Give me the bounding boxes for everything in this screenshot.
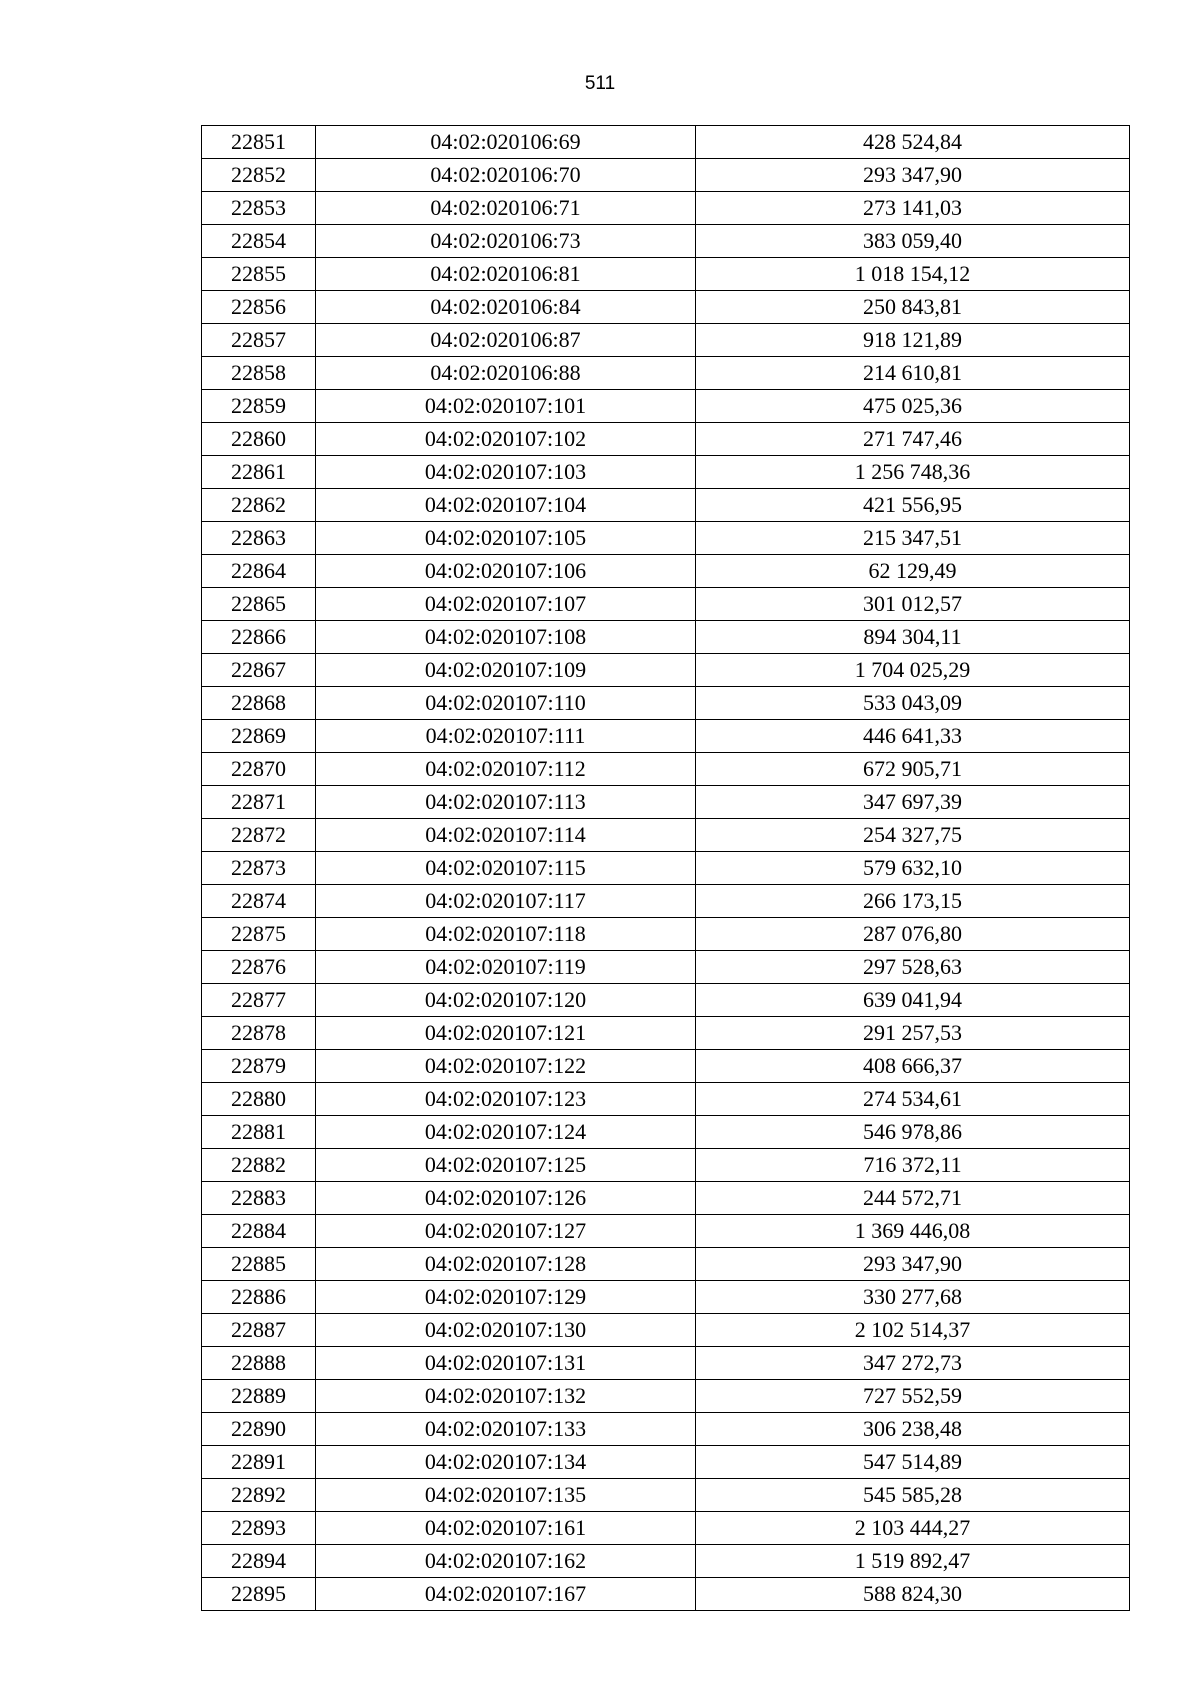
row-number-cell: 22876: [202, 951, 316, 984]
cadastral-number-cell: 04:02:020107:130: [316, 1314, 696, 1347]
table-row: [202, 291, 1130, 324]
table-row: [202, 1281, 1130, 1314]
cadastral-value-cell: 475 025,36: [696, 390, 1130, 423]
row-number-cell: 22866: [202, 621, 316, 654]
cadastral-number-cell: 04:02:020107:127: [316, 1215, 696, 1248]
row-number-cell: 22890: [202, 1413, 316, 1446]
cadastral-number-cell: 04:02:020107:124: [316, 1116, 696, 1149]
row-number-cell: 22895: [202, 1578, 316, 1611]
cadastral-value-cell: 716 372,11: [696, 1149, 1130, 1182]
row-number-cell: 22891: [202, 1446, 316, 1479]
cadastral-value-cell: 639 041,94: [696, 984, 1130, 1017]
row-number-cell: 22878: [202, 1017, 316, 1050]
table-row: [202, 258, 1130, 291]
cadastral-number-cell: 04:02:020107:118: [316, 918, 696, 951]
cadastral-value-cell: 918 121,89: [696, 324, 1130, 357]
table-row: [202, 489, 1130, 522]
cadastral-value-cell: 297 528,63: [696, 951, 1130, 984]
row-number-cell: 22871: [202, 786, 316, 819]
table-row: [202, 654, 1130, 687]
cadastral-number-cell: 04:02:020107:122: [316, 1050, 696, 1083]
row-number-cell: 22857: [202, 324, 316, 357]
cadastral-number-cell: 04:02:020107:114: [316, 819, 696, 852]
cadastral-value-cell: 215 347,51: [696, 522, 1130, 555]
table-body: [202, 126, 1130, 1611]
table-row: [202, 555, 1130, 588]
cadastral-value-cell: 2 102 514,37: [696, 1314, 1130, 1347]
table-row: [202, 885, 1130, 918]
table-row: [202, 324, 1130, 357]
table-row: [202, 819, 1130, 852]
table-row: [202, 720, 1130, 753]
table-row: [202, 1314, 1130, 1347]
row-number-cell: 22852: [202, 159, 316, 192]
row-number-cell: 22858: [202, 357, 316, 390]
table-row: [202, 456, 1130, 489]
table-row: [202, 1545, 1130, 1578]
cadastral-value-cell: 62 129,49: [696, 555, 1130, 588]
cadastral-number-cell: 04:02:020107:121: [316, 1017, 696, 1050]
table-row: [202, 1083, 1130, 1116]
cadastral-number-cell: 04:02:020107:134: [316, 1446, 696, 1479]
table-row: [202, 1347, 1130, 1380]
row-number-cell: 22883: [202, 1182, 316, 1215]
cadastral-value-cell: 446 641,33: [696, 720, 1130, 753]
table-row: [202, 621, 1130, 654]
cadastral-value-cell: 330 277,68: [696, 1281, 1130, 1314]
table-row: [202, 753, 1130, 786]
cadastral-value-cell: 293 347,90: [696, 159, 1130, 192]
row-number-cell: 22853: [202, 192, 316, 225]
cadastral-value-cell: 347 697,39: [696, 786, 1130, 819]
cadastral-number-cell: 04:02:020106:81: [316, 258, 696, 291]
cadastral-number-cell: 04:02:020106:87: [316, 324, 696, 357]
cadastral-value-cell: 545 585,28: [696, 1479, 1130, 1512]
row-number-cell: 22880: [202, 1083, 316, 1116]
cadastral-value-cell: 408 666,37: [696, 1050, 1130, 1083]
cadastral-number-cell: 04:02:020107:115: [316, 852, 696, 885]
row-number-cell: 22873: [202, 852, 316, 885]
table-row: [202, 687, 1130, 720]
cadastral-value-cell: 1 369 446,08: [696, 1215, 1130, 1248]
cadastral-number-cell: 04:02:020107:131: [316, 1347, 696, 1380]
table-row: [202, 1479, 1130, 1512]
cadastral-value-cell: 274 534,61: [696, 1083, 1130, 1116]
table-row: [202, 918, 1130, 951]
cadastral-value-cell: 347 272,73: [696, 1347, 1130, 1380]
cadastral-number-cell: 04:02:020107:125: [316, 1149, 696, 1182]
row-number-cell: 22872: [202, 819, 316, 852]
cadastral-number-cell: 04:02:020107:162: [316, 1545, 696, 1578]
row-number-cell: 22861: [202, 456, 316, 489]
cadastral-number-cell: 04:02:020107:161: [316, 1512, 696, 1545]
cadastral-number-cell: 04:02:020107:107: [316, 588, 696, 621]
cadastral-number-cell: 04:02:020107:117: [316, 885, 696, 918]
table-row: [202, 1248, 1130, 1281]
cadastral-value-cell: 428 524,84: [696, 126, 1130, 159]
row-number-cell: 22882: [202, 1149, 316, 1182]
cadastral-number-cell: 04:02:020107:132: [316, 1380, 696, 1413]
cadastral-value-cell: 546 978,86: [696, 1116, 1130, 1149]
row-number-cell: 22863: [202, 522, 316, 555]
cadastral-number-cell: 04:02:020107:133: [316, 1413, 696, 1446]
cadastral-value-cell: 672 905,71: [696, 753, 1130, 786]
row-number-cell: 22865: [202, 588, 316, 621]
row-number-cell: 22887: [202, 1314, 316, 1347]
row-number-cell: 22884: [202, 1215, 316, 1248]
cadastral-number-cell: 04:02:020107:104: [316, 489, 696, 522]
cadastral-number-cell: 04:02:020107:167: [316, 1578, 696, 1611]
cadastral-number-cell: 04:02:020107:123: [316, 1083, 696, 1116]
table-row: [202, 1182, 1130, 1215]
table-row: [202, 1446, 1130, 1479]
table-row: [202, 1215, 1130, 1248]
table-row: [202, 1413, 1130, 1446]
row-number-cell: 22874: [202, 885, 316, 918]
row-number-cell: 22894: [202, 1545, 316, 1578]
cadastral-value-cell: 1 704 025,29: [696, 654, 1130, 687]
cadastral-value-cell: 244 572,71: [696, 1182, 1130, 1215]
row-number-cell: 22864: [202, 555, 316, 588]
page-number: 511: [584, 73, 616, 94]
cadastral-value-cell: 254 327,75: [696, 819, 1130, 852]
cadastral-number-cell: 04:02:020107:109: [316, 654, 696, 687]
cadastral-value-cell: 301 012,57: [696, 588, 1130, 621]
table-row: [202, 1512, 1130, 1545]
row-number-cell: 22855: [202, 258, 316, 291]
cadastral-number-cell: 04:02:020107:135: [316, 1479, 696, 1512]
table-row: [202, 192, 1130, 225]
row-number-cell: 22860: [202, 423, 316, 456]
row-number-cell: 22851: [202, 126, 316, 159]
cadastral-number-cell: 04:02:020107:113: [316, 786, 696, 819]
row-number-cell: 22886: [202, 1281, 316, 1314]
cadastral-value-cell: 383 059,40: [696, 225, 1130, 258]
cadastral-number-cell: 04:02:020107:103: [316, 456, 696, 489]
cadastral-value-cell: 894 304,11: [696, 621, 1130, 654]
row-number-cell: 22869: [202, 720, 316, 753]
cadastral-number-cell: 04:02:020107:129: [316, 1281, 696, 1314]
cadastral-value-cell: 533 043,09: [696, 687, 1130, 720]
cadastral-value-cell: 579 632,10: [696, 852, 1130, 885]
table-row: [202, 423, 1130, 456]
row-number-cell: 22859: [202, 390, 316, 423]
cadastral-number-cell: 04:02:020106:70: [316, 159, 696, 192]
cadastral-value-cell: 287 076,80: [696, 918, 1130, 951]
cadastral-value-cell: 2 103 444,27: [696, 1512, 1130, 1545]
table-row: [202, 1017, 1130, 1050]
cadastral-number-cell: 04:02:020107:112: [316, 753, 696, 786]
row-number-cell: 22889: [202, 1380, 316, 1413]
table-row: [202, 786, 1130, 819]
table-row: [202, 159, 1130, 192]
table-row: [202, 1149, 1130, 1182]
cadastral-value-cell: 293 347,90: [696, 1248, 1130, 1281]
row-number-cell: 22881: [202, 1116, 316, 1149]
cadastral-value-cell: 291 257,53: [696, 1017, 1130, 1050]
cadastral-number-cell: 04:02:020106:69: [316, 126, 696, 159]
row-number-cell: 22892: [202, 1479, 316, 1512]
table-row: [202, 951, 1130, 984]
cadastral-number-cell: 04:02:020107:105: [316, 522, 696, 555]
cadastral-value-cell: 271 747,46: [696, 423, 1130, 456]
cadastral-value-cell: 266 173,15: [696, 885, 1130, 918]
row-number-cell: 22879: [202, 1050, 316, 1083]
cadastral-value-table: [201, 125, 1130, 1611]
cadastral-number-cell: 04:02:020107:119: [316, 951, 696, 984]
table-row: [202, 1380, 1130, 1413]
row-number-cell: 22877: [202, 984, 316, 1017]
table-row: [202, 984, 1130, 1017]
row-number-cell: 22875: [202, 918, 316, 951]
cadastral-value-cell: 306 238,48: [696, 1413, 1130, 1446]
row-number-cell: 22888: [202, 1347, 316, 1380]
row-number-cell: 22868: [202, 687, 316, 720]
cadastral-number-cell: 04:02:020107:111: [316, 720, 696, 753]
cadastral-value-cell: 1 519 892,47: [696, 1545, 1130, 1578]
row-number-cell: 22856: [202, 291, 316, 324]
cadastral-number-cell: 04:02:020107:101: [316, 390, 696, 423]
cadastral-value-cell: 547 514,89: [696, 1446, 1130, 1479]
table-row: [202, 852, 1130, 885]
table-row: [202, 522, 1130, 555]
cadastral-value-cell: 1 018 154,12: [696, 258, 1130, 291]
table-row: [202, 390, 1130, 423]
cadastral-number-cell: 04:02:020106:73: [316, 225, 696, 258]
cadastral-value-cell: 727 552,59: [696, 1380, 1130, 1413]
table-row: [202, 1050, 1130, 1083]
cadastral-number-cell: 04:02:020107:108: [316, 621, 696, 654]
cadastral-number-cell: 04:02:020107:128: [316, 1248, 696, 1281]
cadastral-value-cell: 421 556,95: [696, 489, 1130, 522]
table-row: [202, 126, 1130, 159]
cadastral-value-cell: 250 843,81: [696, 291, 1130, 324]
table-row: [202, 588, 1130, 621]
cadastral-value-cell: 1 256 748,36: [696, 456, 1130, 489]
cadastral-value-cell: 273 141,03: [696, 192, 1130, 225]
row-number-cell: 22893: [202, 1512, 316, 1545]
cadastral-number-cell: 04:02:020107:120: [316, 984, 696, 1017]
cadastral-value-cell: 588 824,30: [696, 1578, 1130, 1611]
row-number-cell: 22885: [202, 1248, 316, 1281]
row-number-cell: 22862: [202, 489, 316, 522]
cadastral-number-cell: 04:02:020106:88: [316, 357, 696, 390]
cadastral-number-cell: 04:02:020107:102: [316, 423, 696, 456]
row-number-cell: 22870: [202, 753, 316, 786]
row-number-cell: 22854: [202, 225, 316, 258]
table-row: [202, 357, 1130, 390]
table-row: [202, 225, 1130, 258]
cadastral-number-cell: 04:02:020107:106: [316, 555, 696, 588]
cadastral-number-cell: 04:02:020107:110: [316, 687, 696, 720]
cadastral-number-cell: 04:02:020106:71: [316, 192, 696, 225]
cadastral-number-cell: 04:02:020106:84: [316, 291, 696, 324]
row-number-cell: 22867: [202, 654, 316, 687]
table-row: [202, 1578, 1130, 1611]
cadastral-number-cell: 04:02:020107:126: [316, 1182, 696, 1215]
cadastral-value-cell: 214 610,81: [696, 357, 1130, 390]
table-row: [202, 1116, 1130, 1149]
